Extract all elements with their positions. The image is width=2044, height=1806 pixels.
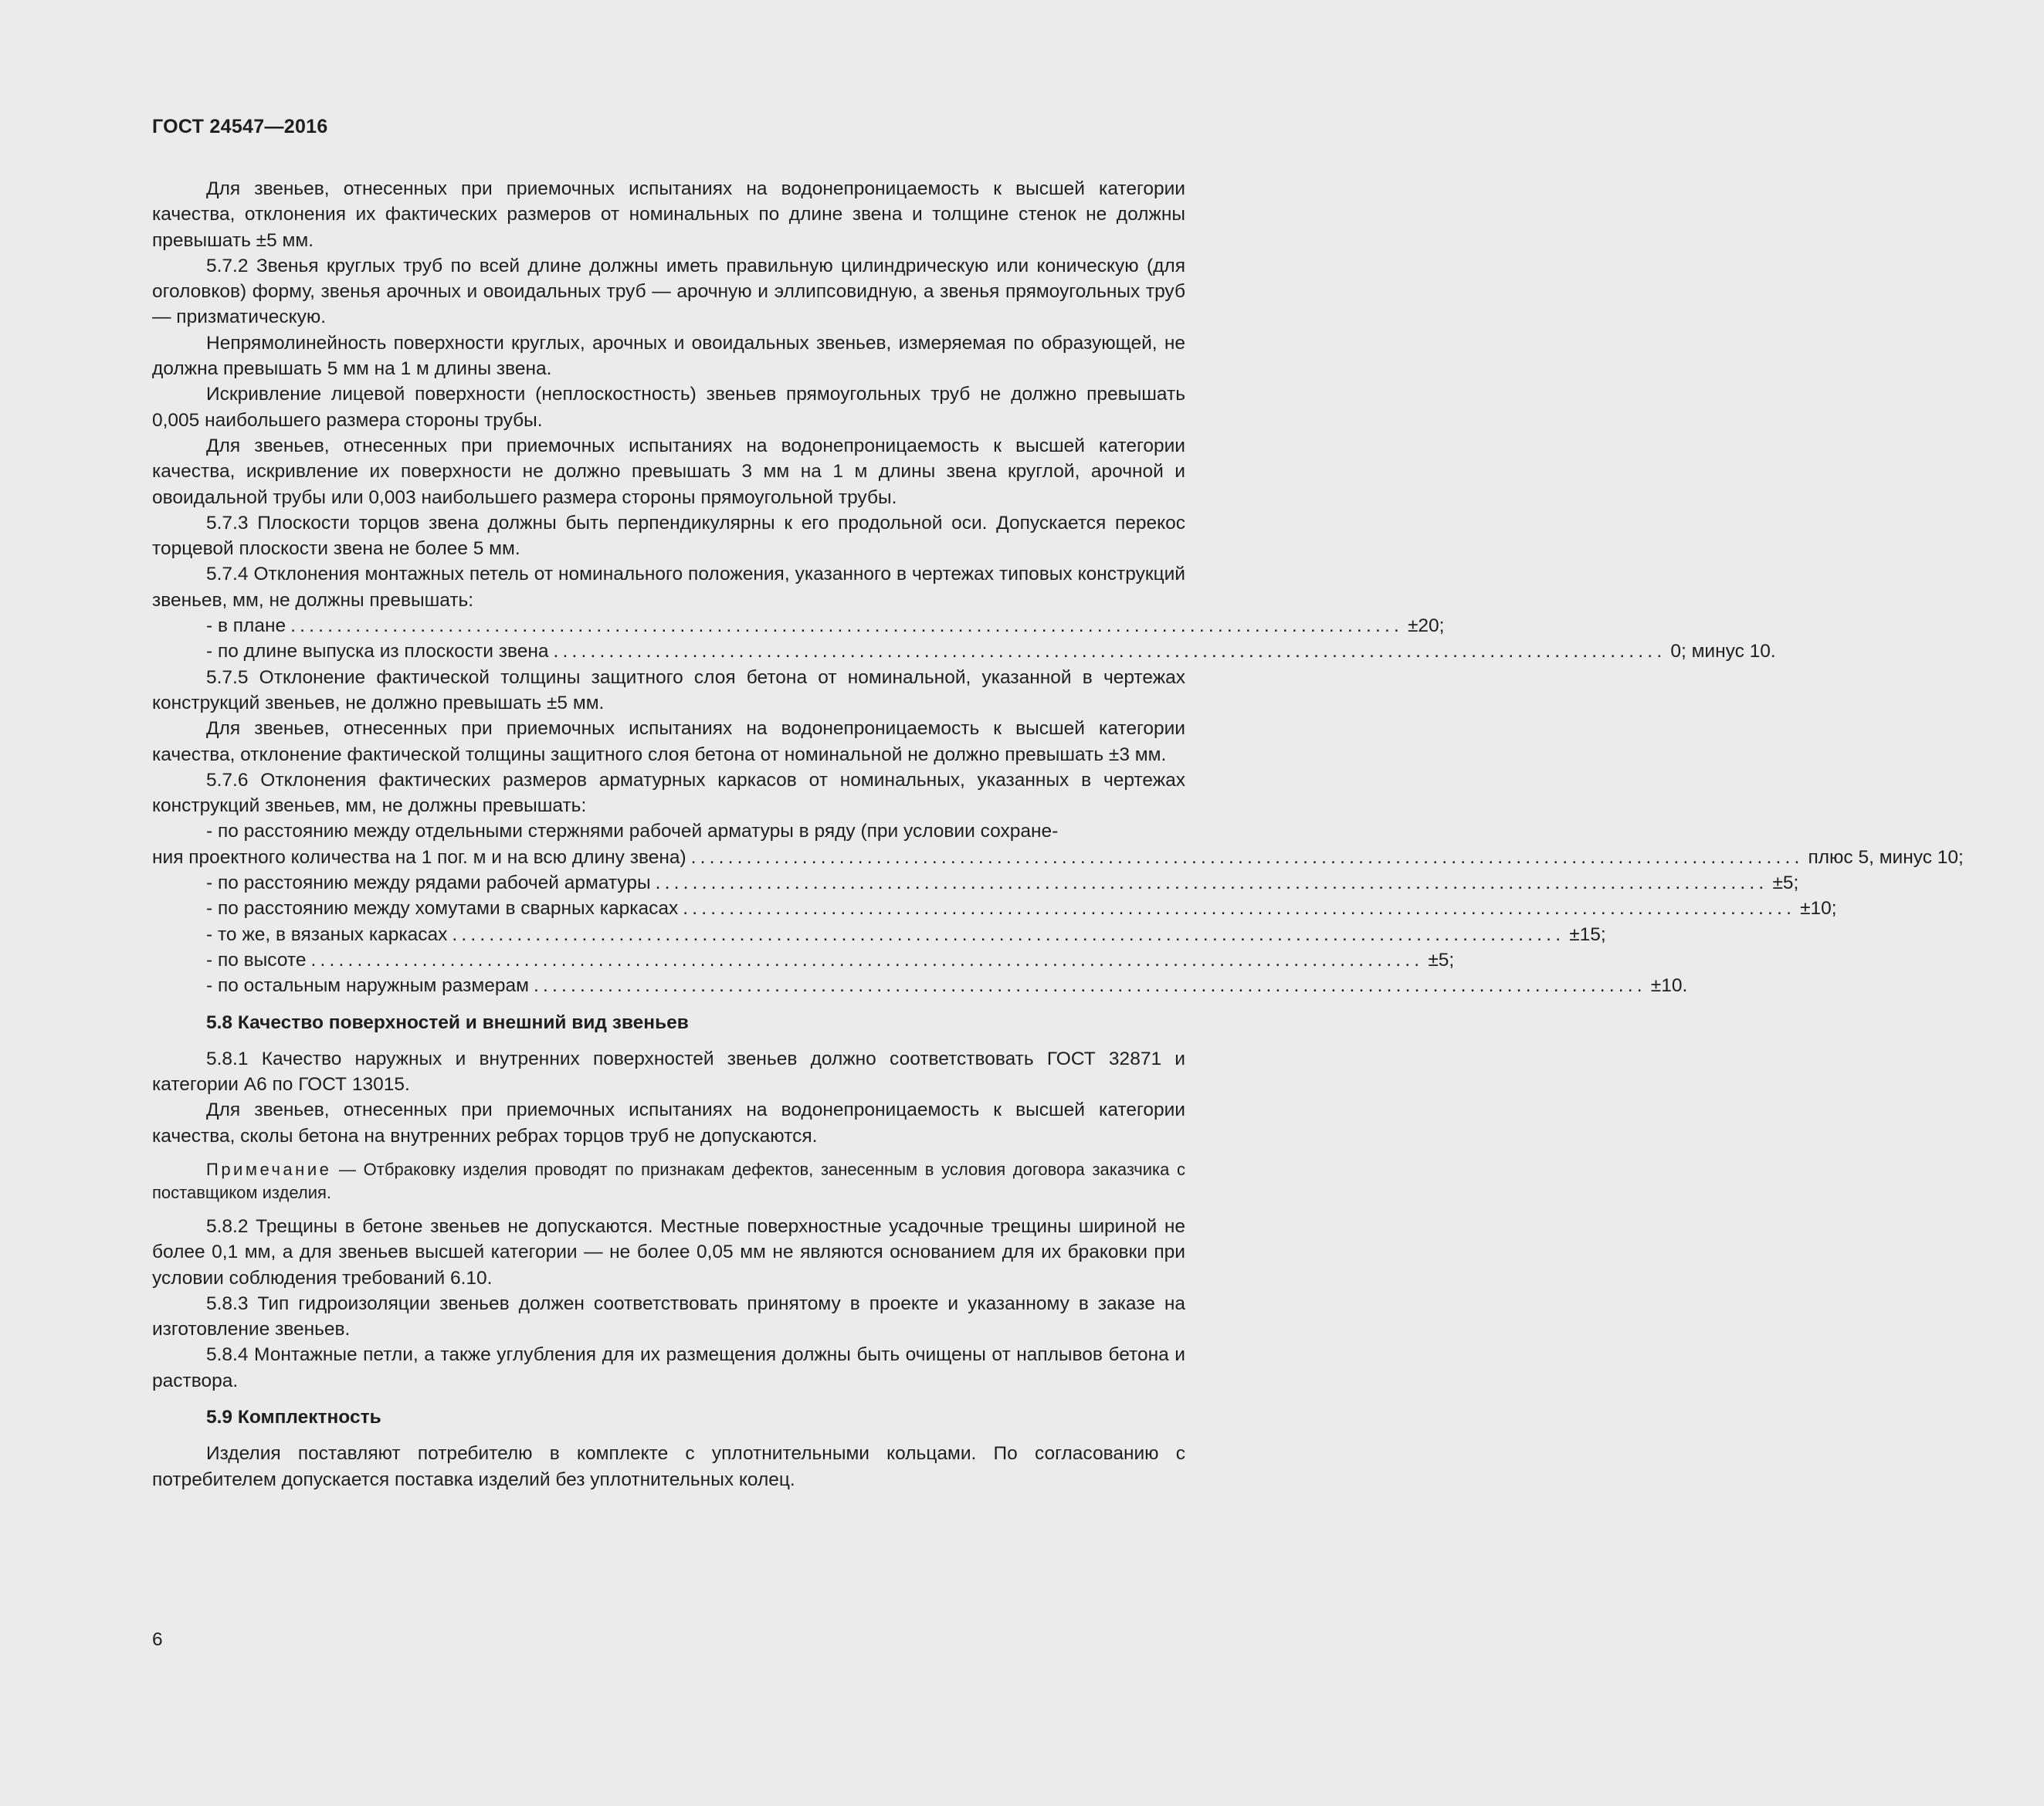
paragraph: 5.8.2 Трещины в бетоне звеньев не допускаются. Местные поверхностные усадочные трещины шириной не более 0,1 мм, а для звеньев высшей категории — не более 0,05 мм не являются основанием для их браковки при условии соблюдения требований 6.10.: [152, 1215, 1185, 1289]
list-item-value: ±10.: [1650, 975, 1688, 997]
leader-dots: ........................................................................................................................: [655, 873, 1768, 894]
list-item-continuation: [152, 845, 1964, 870]
list-item-value: ±5;: [1772, 873, 1799, 894]
list-item: [152, 639, 1776, 664]
paragraph: 5.8.4 Монтажные петли, а также углубления для их размещения должны быть очищены от наплывов бетона и раствора.: [152, 1344, 1185, 1391]
note-text: — Отбраковку изделия проводят по признакам дефектов, занесенным в условия договора заказчика с поставщиком изделия.: [152, 1159, 1185, 1202]
paragraph: 5.7.3 Плоскости торцов звена должны быть перпендикулярны к его продольной оси. Допускается перекос торцевой плоскости звена не более 5 мм.: [152, 512, 1185, 560]
paragraph: 5.7.2 Звенья круглых труб по всей длине должны иметь правильную цилиндрическую или коническую (для оголовков) форму, звенья арочных и овоидальных труб — арочную и эллипсовидную, а звенья прямоугольных труб — призматическую.: [152, 255, 1185, 328]
leader-dots: ........................................................................................................................: [452, 923, 1565, 945]
note: [152, 1158, 1185, 1205]
list-item: [152, 896, 1837, 921]
list-item-value: ±20;: [1407, 615, 1445, 637]
list-item-value: ±15;: [1569, 923, 1606, 945]
leader-dots: ........................................................................................................................: [683, 898, 1796, 920]
list-item-label: - по расстоянию между рядами рабочей арматуры: [206, 873, 651, 894]
paragraph: Изделия поставляют потребителю в комплекте с уплотнительными кольцами. По согласованию с потребителем допускается поставка изделий без уплотнительных колец.: [152, 1443, 1185, 1490]
list-item-value: ±5;: [1428, 949, 1455, 971]
paragraph: Для звеньев, отнесенных при приемочных испытаниях на водонепроницаемость к высшей категории качества, сколы бетона на внутренних ребрах торцов труб не допускаются.: [152, 1100, 1185, 1147]
leader-dots: ........................................................................................................................: [290, 615, 1403, 637]
leader-dots: ........................................................................................................................: [533, 975, 1646, 997]
paragraph: 5.8.3 Тип гидроизоляции звеньев должен соответствовать принятому в проекте и указанному в заказе на изготовление звеньев.: [152, 1293, 1185, 1340]
paragraph: Для звеньев, отнесенных при приемочных испытаниях на водонепроницаемость к высшей категории качества, искривление их поверхности не должно превышать 3 мм на 1 м длины звена круглой, арочной и овоидальной трубы или 0,003 наибольшего размера стороны прямоугольной трубы.: [152, 435, 1185, 508]
list-item-label: - в плане: [206, 615, 286, 637]
document-body: [152, 176, 1964, 1493]
list-item: [152, 613, 1445, 639]
paragraph: Для звеньев, отнесенных при приемочных испытаниях на водонепроницаемость к высшей категории качества, отклонения их фактических размеров от номинальных по длине звена и толщине стенок не должны превышать ±5 мм.: [152, 178, 1185, 251]
paragraph: 5.7.6 Отклонения фактических размеров арматурных каркасов от номинальных, указанных в чертежах конструкций звеньев, мм, не должны превышать:: [152, 769, 1185, 817]
note-label: Примечание: [206, 1159, 332, 1179]
list-item-label: - по длине выпуска из плоскости звена: [206, 641, 549, 662]
leader-dots: ........................................................................................................................: [553, 641, 1666, 662]
paragraph: Искривление лицевой поверхности (неплоскостность) звеньев прямоугольных труб не должно превышать 0,005 наибольшего размера стороны трубы.: [152, 384, 1185, 431]
list-item: [152, 870, 1799, 896]
leader-dots: ........................................................................................................................: [690, 846, 1804, 868]
list-item: [152, 922, 1606, 947]
list-item-value: ±10;: [1800, 898, 1837, 920]
paragraph: 5.7.5 Отклонение фактической толщины защитного слоя бетона от номинальной, указанной в чертежах конструкций звеньев, не должно превышать ±5 мм.: [152, 666, 1185, 713]
list-item-first-line: - по расстоянию между отдельными стержнями рабочей арматуры в ряду (при условии сохране-: [206, 821, 1059, 842]
list-item-label: - по остальным наружным размерам: [206, 975, 529, 997]
section-heading: 5.8 Качество поверхностей и внешний вид звеньев: [206, 1011, 689, 1033]
list-item: [152, 973, 1688, 998]
list-item-value: 0; минус 10.: [1670, 641, 1776, 662]
list-item-label: - по расстоянию между хомутами в сварных каркасах: [206, 898, 679, 920]
section-heading: 5.9 Комплектность: [206, 1407, 381, 1428]
leader-dots: ........................................................................................................................: [310, 949, 1424, 971]
page-number: 6: [152, 1629, 163, 1650]
list-item-value: плюс 5, минус 10;: [1808, 846, 1964, 868]
list-item-label: - по высоте: [206, 949, 307, 971]
paragraph: 5.8.1 Качество наружных и внутренних поверхностей звеньев должно соответствовать ГОСТ 32871 и категории А6 по ГОСТ 13015.: [152, 1048, 1185, 1096]
list-item-label: ния проектного количества на 1 пог. м и на всю длину звена): [152, 846, 686, 868]
paragraph: Непрямолинейность поверхности круглых, арочных и овоидальных звеньев, измеряемая по образующей, не должна превышать 5 мм на 1 м длины звена.: [152, 332, 1185, 380]
standard-header: ГОСТ 24547—2016: [152, 116, 328, 137]
paragraph: Для звеньев, отнесенных при приемочных испытаниях на водонепроницаемость к высшей категории качества, отклонение фактической толщины защитного слоя бетона от номинальной не должно превышать ±3 мм.: [152, 718, 1185, 765]
paragraph: 5.7.4 Отклонения монтажных петель от номинального положения, указанного в чертежах типовых конструкций звеньев, мм, не должны превышать:: [152, 564, 1185, 611]
list-item-label: - то же, в вязаных каркасах: [206, 923, 448, 945]
list-item: [152, 947, 1455, 973]
